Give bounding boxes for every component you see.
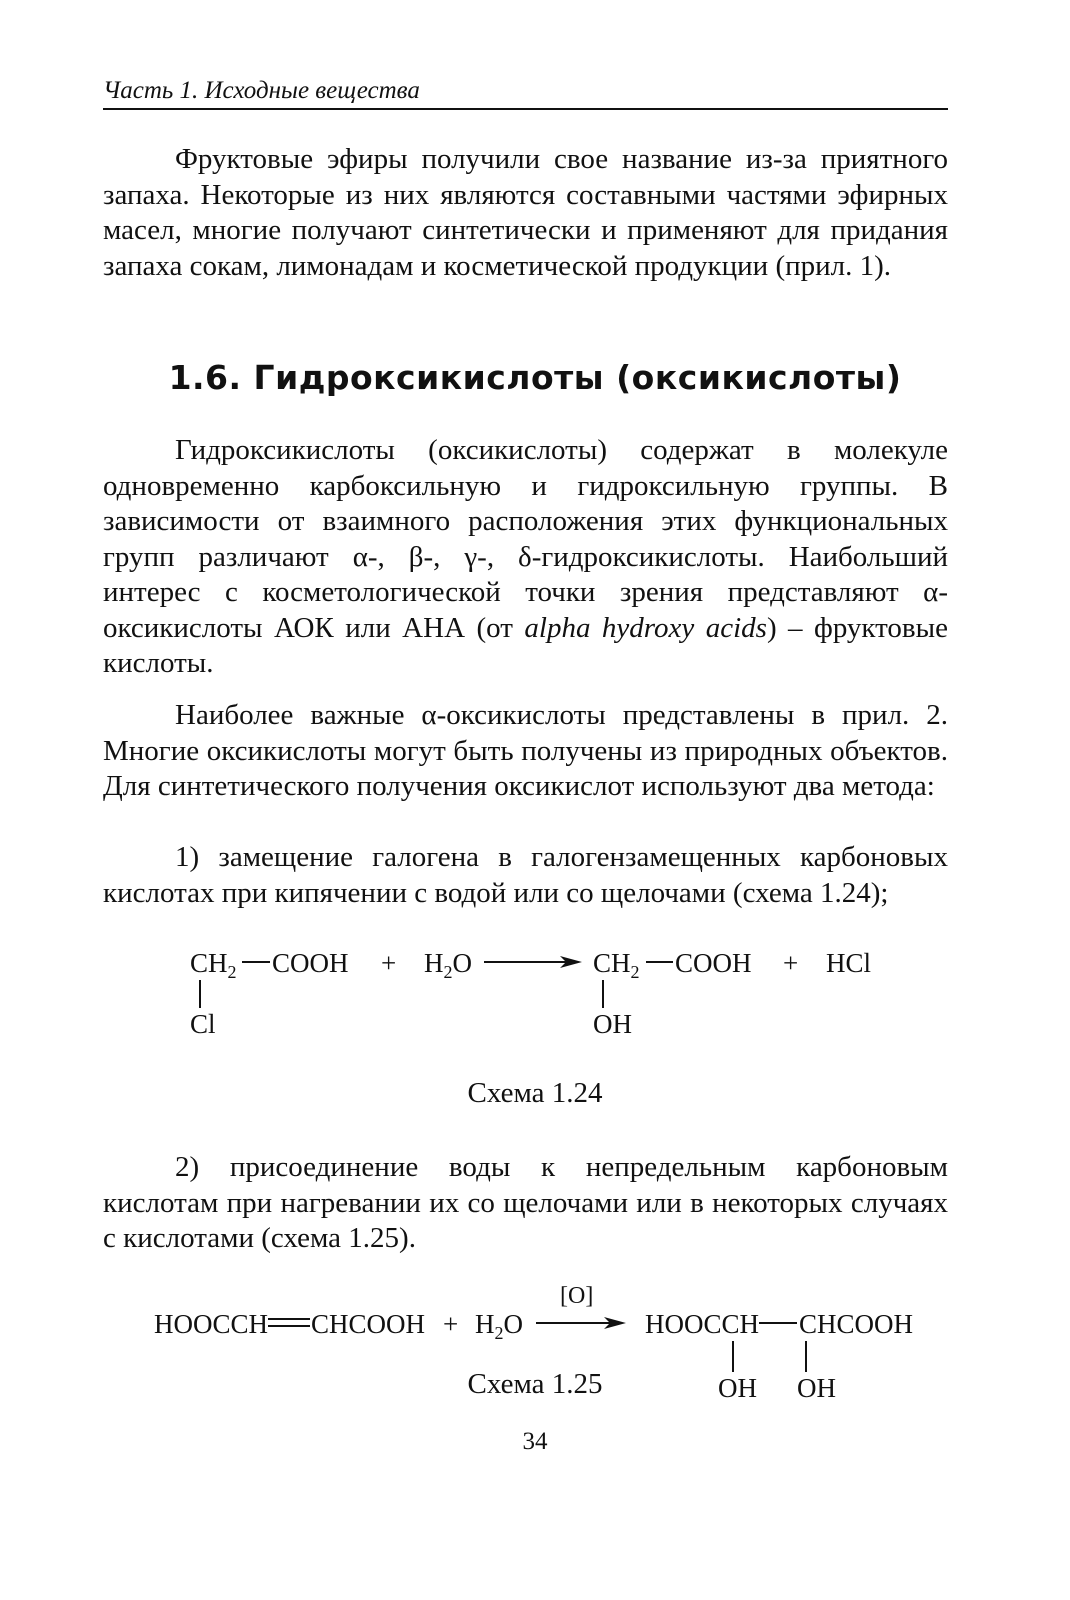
page-number: 34 <box>522 1428 548 1455</box>
scheme-caption-1-25: Схема 1.25 <box>467 1368 603 1400</box>
byproduct: HCl <box>826 948 872 978</box>
paragraph-text: Наиболее важные α-оксикислоты представлены в прил. 2. Многие оксикислоты могут быть получены из природных объектов. Для синтетического получения оксикислот используют два метода: <box>103 699 948 802</box>
product-ch2: $CH_2$ <box>593 948 640 982</box>
paragraph-text: 1) замещение галогена в галогензамещенных карбоновых кислотах при кипячении с водой или со щелочами (схема 1.24); <box>103 841 948 909</box>
paragraph-text: Фруктовые эфиры получили свое название из-за приятного запаха. Некоторые из них являются составными частями эфирных масел, многие получают синтетически и применяют для придания запаха сокам, лимонадам и косметической продукции (прил. 1). <box>103 143 948 282</box>
water-formula: $H_2O$ <box>424 948 472 982</box>
paragraph-method-1 <box>103 840 948 911</box>
paragraph-fruit-esters <box>103 142 948 284</box>
section-title: 1.6. Гидроксикислоты (оксикислоты) <box>168 358 902 397</box>
reactant-right: CHCOOH <box>311 1309 426 1339</box>
paragraph-alpha-acids <box>103 698 948 805</box>
plus-sign: + <box>783 948 799 978</box>
product-hydroxyl: OH <box>797 1373 836 1403</box>
scheme-caption-1-24: Схема 1.24 <box>467 1077 603 1109</box>
reactant-substituent: Cl <box>190 1009 216 1039</box>
reaction-condition: [O] <box>560 1283 594 1309</box>
plus-sign: + <box>443 1309 459 1339</box>
reactant-left: HOOCCH <box>154 1309 269 1339</box>
paragraph-method-2 <box>103 1150 948 1257</box>
reactant-ch2: $CH_2$ <box>190 948 237 982</box>
reactant-cooh: COOH <box>272 948 349 978</box>
paragraph-hydroxy-acids <box>103 433 948 682</box>
scheme-1-24 <box>190 948 871 1039</box>
product-cooh: COOH <box>675 948 752 978</box>
product-substituent: OH <box>593 1009 632 1039</box>
paragraph-text-part: Гидроксикислоты (оксикислоты) содержат в молекуле одновременно карбоксильную и гидроксильную группы. В зависимости от взаимного расположения этих функциональных групп различают α-, β-, γ-, δ-гидроксикислоты. Наибольший интерес с косметологической точки зрения представляют α-оксикислоты АОК или АНА (от <box>103 434 948 644</box>
product-hydroxyl: OH <box>718 1373 757 1403</box>
product-left: HOOCCH <box>645 1309 760 1339</box>
product-right: CHCOOH <box>799 1309 914 1339</box>
paragraph-text-part: ) – фруктовые кислоты. <box>103 611 948 679</box>
water-formula: $H_2O$ <box>475 1309 523 1343</box>
italic-term: alpha hydroxy acids <box>524 611 767 644</box>
paragraph-text <box>103 433 948 682</box>
arrow-head <box>604 1317 626 1329</box>
paragraph-text: 2) присоединение воды к непредельным карбоновым кислотам при нагревании их со щелочами или в некоторых случаях с кислотами (схема 1.25). <box>103 1151 948 1254</box>
arrow-head <box>560 956 582 968</box>
running-head: Часть 1. Исходные вещества <box>103 74 948 110</box>
plus-sign: + <box>381 948 397 978</box>
